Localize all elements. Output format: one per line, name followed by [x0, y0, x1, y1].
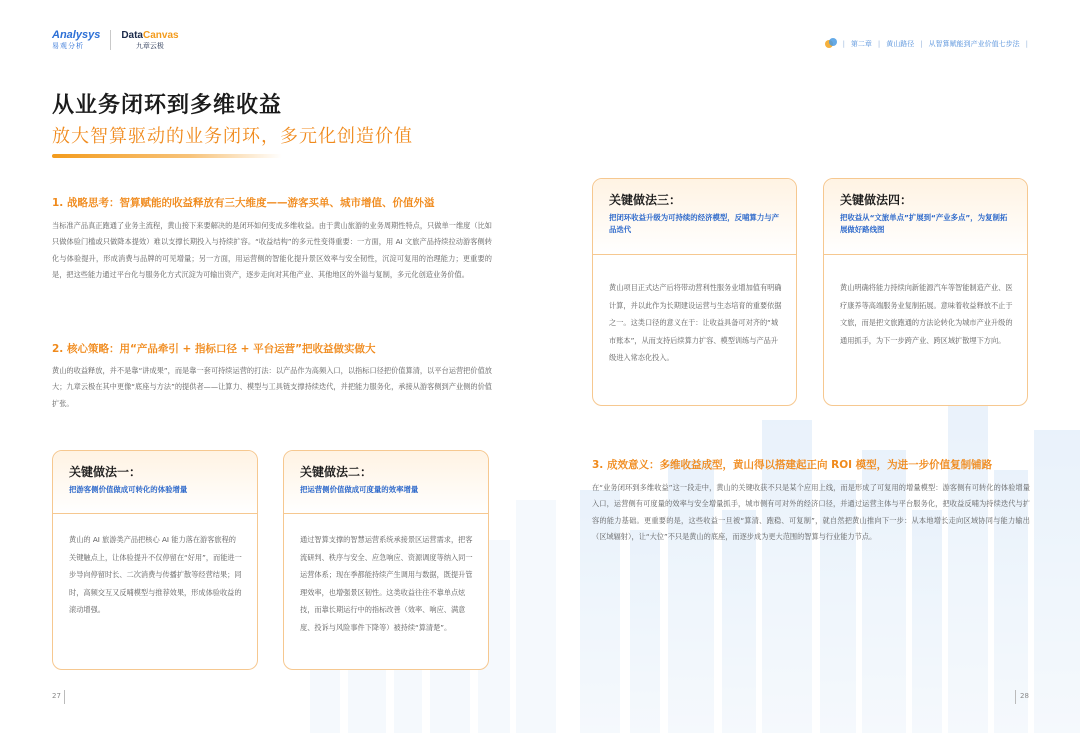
card-body: 黄山的 AI 旅游类产品把核心 AI 能力落在游客旅程的关键触点上，让体验提升不仅停留在“好用”，而能进一步导向停留时长、二次消费与传播扩散等经营结果；同时，高频交互又反哺模型与推荐效果，形成体验收益的滚动增强。 [69, 535, 242, 614]
card-header [53, 451, 257, 514]
card-body: 黄山明确将能力持续向新能源汽车等智能制造产业、医疗康养等高端服务业复制拓展。意味着收益释放不止于文旅，而是把文旅跑通的方法论转化为城市产业升级的通用抓手，为下一步跨产业、跨区域扩散埋下方向。 [840, 283, 1013, 345]
section-1-heading: 1. 战略思考：智算赋能的收益释放有三大维度——游客买单、城市增值、价值外溢 [52, 197, 435, 209]
datacanvas-logo [121, 31, 178, 50]
section-3-body: 在“业务闭环到多维收益”这一段走中，黄山的关键收获不只是某个应用上线，而是形成了可复用的增量模型：游客侧有可转化的体验增量入口，运营侧有可度量的效率与安全增量抓手，城市侧有可对外的经济口径，并通过运营主体与平台服务化，把收益反哺为持续迭代与扩容的能力基础。更重要的是，这些收益一旦被“算清、跑稳、可复制”，就自然把黄山推向下一步：从本地增长走向区域协同与能力输出（区域辐射），让“大位”不只是黄山的底座，而逐步成为更大范围的智算与行业能力节点。 [592, 483, 1030, 542]
datacanvas-logo-text [121, 31, 178, 41]
section-3-heading: 3. 成效意义：多维收益成型，黄山得以搭建起正向 ROI 模型，为进一步价值复制铺路 [592, 459, 993, 471]
breadcrumb-divider: | [920, 40, 923, 48]
card-subtitle: 把运营侧价值做成可度量的效率增量 [300, 485, 419, 494]
analysys-logo-cn: 易观分析 [52, 42, 84, 50]
card-title: 关键做法一： [69, 465, 142, 479]
analysys-logo-text: Analysys [52, 29, 101, 41]
section-1-body: 当标准产品真正跑通了业务主流程，黄山接下来要解决的是闭环如何变成多维收益。由于黄山旅游的业务周期性特点，只做单一维度（比如只做体验门槛或只做降本提效）难以支撑长期投入与持续扩容。“收益结构”的多元性变得重要：一方面，用 AI 文旅产品持续拉动游客侧转化与体验提升，形成消费与品牌的可见增量；另一方面，用运营侧的智能化提升景区效率与安全韧性，沉淀可复用的治理能力；更重要的是，把这些能力通过平台化与服务化方式沉淀为可输出资产，逐步走向对其他产业、其他地区的外溢与复制，多元化创造业务价值。 [52, 221, 492, 280]
page-number-divider [1015, 690, 1016, 704]
card-subtitle: 把游客侧价值做成可转化的体验增量 [69, 485, 188, 494]
title-underline [52, 154, 282, 158]
card-header [284, 451, 488, 514]
logo-divider [110, 30, 111, 50]
page-number-right: 28 [1020, 692, 1029, 700]
brand-logos [52, 27, 179, 53]
key-practice-card-3 [592, 178, 797, 406]
chapter-icon [825, 38, 837, 50]
analysys-logo [52, 30, 100, 50]
breadcrumb-divider: | [842, 40, 845, 48]
breadcrumb-divider: | [1025, 40, 1028, 48]
page-title: 从业务闭环到多维收益 [52, 93, 283, 118]
section-2-body: 黄山的收益释放，并不是靠“讲成果”，而是靠一套可持续运营的打法：以产品作为高频入口，以指标口径把价值算清，以平台运营把价值放大；九章云极在其中更像“底座与方法”的提供者——让算力、模型与工具链支撑持续迭代，并把能力服务化，承接从游客侧到产业侧的价值扩张。 [52, 366, 492, 408]
key-practice-card-2 [283, 450, 489, 670]
chapter-breadcrumb [825, 38, 1028, 50]
section-2-heading: 2. 核心策略：用“产品牵引 + 指标口径 + 平台运营”把收益做实做大 [52, 343, 376, 355]
card-body: 黄山项目正式达产后将带动营利性服务业增加值有明确计算，并以此作为长期建设运营与生态培育的重要依据之一。这类口径的意义在于：让收益具备可对齐的“城市账本”，从而支持后续算力扩容、模型训练与产品升级进入常态化投入。 [609, 283, 782, 362]
key-practice-card-1 [52, 450, 258, 670]
datacanvas-logo-cn: 九章云极 [135, 41, 164, 50]
datacanvas-logo-text-b: Canvas [143, 29, 179, 41]
card-subtitle: 把收益从“文旅单点”扩展到“产业多点”，为复制拓展做好路线图 [840, 213, 1008, 234]
breadcrumb-topic: 从智算赋能到产业价值七步法 [928, 40, 1020, 48]
card-title: 关键做法四： [840, 193, 913, 207]
card-body: 通过智算支撑的智慧运营系统承接景区运营需求，把客流研判、秩序与安全、应急响应、资源调度等纳入同一运营体系；现在季都能持续产生调用与数据，既提升管理效率，也增强景区韧性。这类收益往往不靠单点炫技，而靠长期运行中的指标改善（效率、响应、满意度、投诉与风险事件下降等）被持续“算清楚”。 [300, 535, 473, 632]
breadcrumb-section: 黄山路径 [886, 40, 915, 48]
key-practice-card-4 [823, 178, 1028, 406]
breadcrumb-divider: | [877, 40, 881, 48]
datacanvas-logo-text-a: Data [121, 29, 143, 41]
card-title: 关键做法二： [300, 465, 373, 479]
page-subtitle: 放大智算驱动的业务闭环，多元化创造价值 [52, 126, 413, 147]
breadcrumb-chapter: 第二章 [850, 40, 872, 48]
card-title: 关键做法三： [609, 193, 682, 207]
city-skyline-illustration [540, 360, 1080, 733]
page-number-divider [64, 690, 65, 704]
card-subtitle: 把闭环收益升级为可持续的经济模型，反哺算力与产品迭代 [609, 213, 779, 234]
page-number-left: 27 [52, 692, 61, 700]
